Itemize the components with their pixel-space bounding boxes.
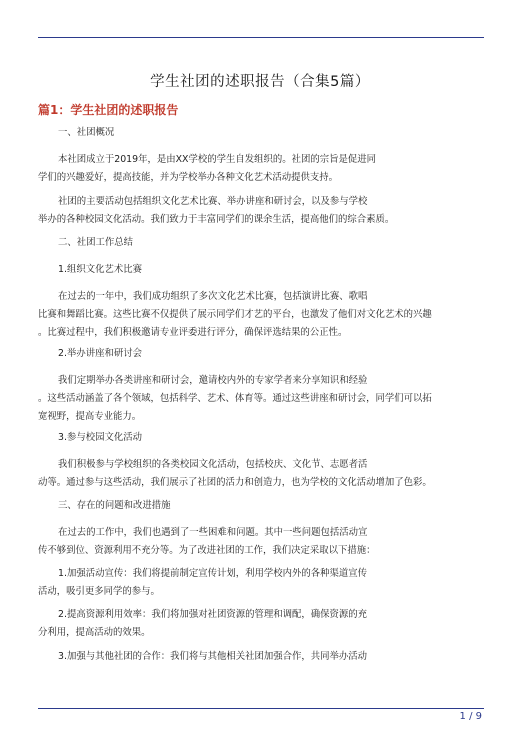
page-indicator: 1 / 9 [459, 711, 482, 722]
section-heading-issues: 三、存在的问题和改进措施 [58, 500, 171, 511]
paragraph: 1.加强活动宣传：我们将提前制定宣传计划，利用学校内外的各种渠道宣传 活动，吸引更多同学的参与。 [38, 568, 367, 597]
paragraph: 本社团成立于2019年，是由XX学校的学生自发组织的。社团的宗旨是促进同 学们的兴趣爱好，提高技能，并为学校举办各种文化艺术活动提供支持。 [38, 154, 376, 183]
subheading: 2.举办讲座和研讨会 [58, 348, 142, 359]
paragraph: 我们定期举办各类讲座和研讨会，邀请校内外的专家学者来分享知识和经验 。这些活动涵盖了各个领域，包括科学、艺术、体育等。通过这些讲座和研讨会，同学们可以拓 宽视野，提高专业能力。 [38, 375, 432, 422]
subheading: 1.组织文化艺术比赛 [58, 264, 142, 275]
paragraph: 2.提高资源利用效率：我们将加强对社团资源的管理和调配，确保资源的充 分利用，提高活动的效果。 [38, 609, 367, 638]
section-heading-summary: 二、社团工作总结 [58, 237, 134, 248]
header-rule [38, 37, 484, 38]
paragraph: 在过去的一年中，我们成功组织了多次文化艺术比赛，包括演讲比赛、歌唱 比赛和舞蹈比赛。这些比赛不仅提供了展示同学们才艺的平台，也激发了他们对文化艺术的兴趣 。比赛过程中，我们积极邀请专业评委进行评分，确保评选结果的公正性。 [38, 291, 432, 338]
section-heading-overview: 一、社团概况 [58, 127, 115, 138]
paragraph: 我们积极参与学校组织的各类校园文化活动，包括校庆、文化节、志愿者活 动等。通过参与这些活动，我们展示了社团的活力和创造力，也为学校的文化活动增加了色彩。 [38, 459, 432, 488]
document-title: 学生社团的述职报告（合集5篇） [150, 74, 370, 90]
footer-rule [38, 708, 484, 709]
paragraph: 3.加强与其他社团的合作：我们将与其他相关社团加强合作，共同举办活动 [58, 651, 367, 662]
paragraph: 社团的主要活动包括组织文化艺术比赛、举办讲座和研讨会，以及参与学校 举办的各种校园文化活动。我们致力于丰富同学们的课余生活，提高他们的综合素质。 [38, 196, 395, 225]
paragraph: 在过去的工作中，我们也遇到了一些困难和问题。其中一些问题包括活动宣 传不够到位、资源利用不充分等。为了改进社团的工作，我们决定采取以下措施： [38, 527, 376, 556]
subheading: 3.参与校园文化活动 [58, 432, 142, 443]
article-title: 篇1：学生社团的述职报告 [38, 103, 179, 117]
